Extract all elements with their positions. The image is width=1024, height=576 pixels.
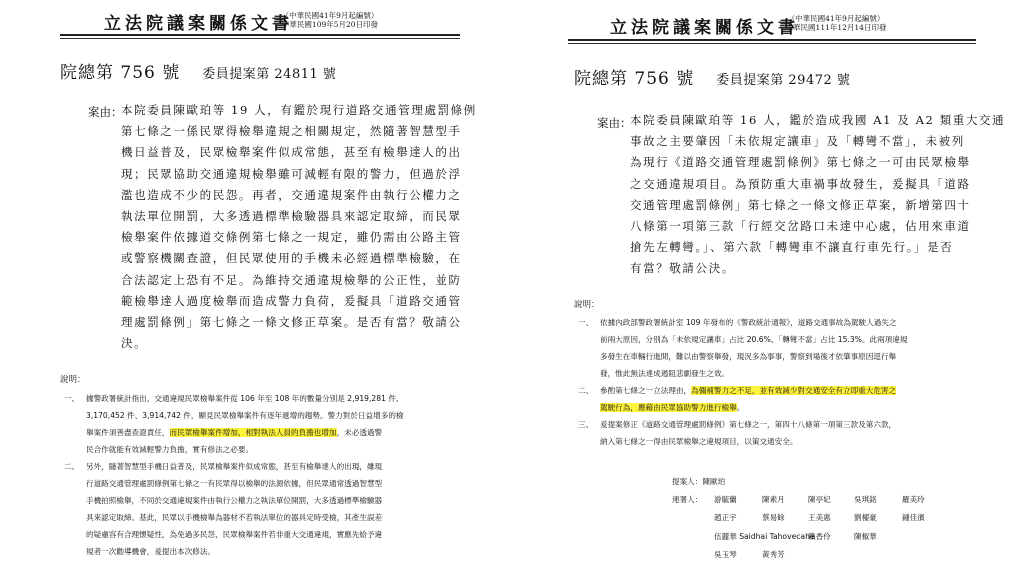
case-summary-line: 八條第一項第三款「行經交岔路口未達中心處，佔用來車道: [630, 219, 971, 234]
case-summary-line: 第七條之一係民眾得檢舉違規之相關規定，然隨著智慧型手: [121, 124, 462, 139]
explanation-item: [64, 390, 404, 458]
explanation-line: [600, 348, 907, 365]
case-summary-line: 合法認定上恐有不足。為維持交通違規檢舉的公正性，並防: [121, 272, 462, 287]
explanation-item: [578, 382, 907, 416]
cosigner-name: 伍麗華 Saidhai Tahovecahe: [714, 532, 815, 541]
explanation-list: [578, 314, 908, 450]
explanation-line: [86, 526, 404, 543]
explanation-item: [578, 314, 908, 382]
case-summary-line: 交通管理處罰條例」第七條之一條文修正草案，新增第四十: [630, 197, 971, 212]
general-number: 院總第 756 號: [60, 63, 181, 83]
highlighted-text: 為彌補警力之不足，並有效減少對交通安全有立即重大危害之: [691, 386, 897, 395]
document-header-title: 立法院議案關係文書: [610, 18, 799, 38]
explanation-text: 規者一次勸導機會，爰提出本次修法。: [86, 547, 216, 556]
cosigner-name: 羅美玲: [902, 495, 925, 504]
cosigner-name: 游毓蘭: [714, 495, 737, 504]
proposer-row: [672, 476, 725, 487]
cosigner-name: 劉櫂豪: [854, 513, 877, 522]
proposer-label: 提案人：: [672, 477, 703, 486]
explanation-text: 納入第七條之一得由民眾檢舉之違規項目，以策交通安全。: [600, 437, 798, 446]
document-header-title: 立法院議案關係文書: [104, 14, 293, 34]
explanation-item-number: 一、: [578, 318, 594, 327]
explanation-text: 行道路交通管理處罰條例第七條之一有民眾得以檢舉的法源依據，但民眾通常透過智慧型: [86, 479, 383, 488]
explanation-item-number: 三、: [578, 420, 594, 429]
cosigner-name: 陳素月: [762, 495, 785, 504]
explanation-label: 說明：: [60, 375, 86, 385]
cosigner-name: 趙正宇: [714, 513, 737, 522]
highlighted-text: 駕駛行為，應藉由民眾協助警力進行檢舉: [600, 403, 737, 412]
print-date: 中華民國109年5月20日印發: [281, 20, 379, 29]
highlighted-text: 而民眾檢舉案件增加，相對執法人員的負擔也增加: [169, 428, 337, 437]
explanation-text: 依據內政部警政署統計室 109 年發布的《警政統計通報》，道路交通事故為駕駛人過失之: [600, 318, 897, 327]
explanation-line: [86, 509, 404, 526]
explanation-line: [86, 407, 404, 424]
case-summary-line: 機日益普及，民眾檢舉案件似成常態，甚至有檢舉達人的出: [121, 145, 462, 160]
explanation-line: [600, 416, 907, 433]
case-label: 案由：: [88, 105, 123, 119]
explanation-line: [86, 441, 404, 458]
case-summary-line: 搶先左轉彎。」、第六款「轉彎車不讓直行車先行。」是否: [630, 240, 954, 255]
proposer-name: 陳歐珀: [702, 477, 726, 486]
numbering-note: （中華民國41年9月起編號）: [787, 14, 885, 23]
explanation-text: 前兩大原因，分別為「未依規定讓車」占比 20.6%、「轉彎不當」占比 15.3%。此兩項違規: [600, 335, 908, 344]
case-summary-line: 現；民眾協助交通違規檢舉雖可減輕有限的警力，但過於浮: [121, 166, 462, 181]
explanation-line: [600, 433, 907, 450]
case-summary-line: 執法單位開罰，大多透過標準檢驗器具來認定取締，而民眾: [121, 209, 462, 224]
cosigner-name: 陳椒華: [854, 532, 877, 541]
cosigner-name: 吳琪銘: [854, 495, 877, 504]
case-summary-line: 理處罰條例」第七條之一條文修正草案。是否有當？敬請公: [121, 315, 462, 330]
general-number: 院總第 756 號: [574, 69, 695, 89]
explanation-text: 發，惟此無法達成遏阻悲劇發生之效。: [600, 369, 730, 378]
proposal-number: 委員提案第 24811 號: [202, 67, 337, 82]
explanation-line: [600, 331, 907, 348]
explanation-text: 另外，隨著智慧型手機日益普及，民眾檢舉案件似成常態，甚至有檢舉達人的出現，雖現: [86, 462, 383, 471]
right-document-page: [530, 0, 1024, 576]
cosigner-name: 陳亭妃: [808, 495, 831, 504]
case-summary-line: 為現行《道路交通管理處罰條例》第七條之一可由民眾檢舉: [630, 155, 971, 170]
case-summary-line: 檢舉案件依據道交條例第七條之一規定，雖仍需由公路主管: [121, 230, 462, 245]
case-summary-line: 本院委員陳歐珀等 16 人，鑑於造成我國 A1 及 A2 類重大交通: [630, 113, 1006, 127]
cosigner-name: 賴香伶: [808, 532, 831, 541]
explanation-list: [64, 390, 404, 560]
explanation-line: [86, 390, 404, 407]
case-summary-line: 之交通違規項目。為預防重大車禍事故發生，爰擬具「道路: [630, 176, 971, 191]
document-header-meta: [784, 14, 888, 32]
explanation-line: [86, 492, 404, 509]
explanation-line: [86, 458, 404, 475]
explanation-text: 的疑慮容有合理懷疑性，為免過多民怨，民眾檢舉案件若非重大交通違規，實應先給予違: [86, 530, 383, 539]
cosigner-name: 黃秀芳: [762, 550, 785, 559]
cosigner-name: 蔡易餘: [762, 513, 785, 522]
explanation-text: 參酌第七條之一立法理由，: [600, 386, 692, 395]
case-summary-line: 濫也造成不少的民怨。再者，交通違規案件由執行公權力之: [121, 187, 462, 202]
header-rule-thin: [60, 38, 460, 39]
page-gutter: [506, 0, 530, 576]
explanation-line: [86, 543, 404, 560]
explanation-item: [578, 416, 907, 450]
explanation-line: [600, 382, 907, 399]
case-summary-line: 有當？敬請公決。: [630, 261, 735, 276]
explanation-text: 據警政署統計指出，交通違規民眾檢舉案件從 106 年至 108 年的數量分別是 2,919,281 件、: [86, 394, 404, 403]
explanation-text: 。: [736, 403, 745, 412]
case-label: 案由：: [597, 116, 632, 130]
left-document-page: [0, 0, 506, 576]
case-summary-line: 事故之主要肇因「未依規定讓車」及「轉彎不當」，未被列: [630, 134, 965, 149]
cosigner-name: 王美惠: [808, 513, 831, 522]
case-summary: [630, 110, 1005, 280]
case-summary-line: 本院委員陳歐珀等 19 人，有鑑於現行道路交通管理處罰條例: [121, 103, 477, 117]
case-summary-line: 或警察機關查證，但民眾使用的手機未必經過標準檢驗，在: [121, 251, 462, 266]
header-rule-thin: [568, 43, 976, 44]
explanation-line: [86, 475, 404, 492]
explanation-text: 具來認定取締。基此，民眾以手機檢舉為器材不若執法單位的器具定時受檢，其產生誤差: [86, 513, 383, 522]
explanation-item-number: 二、: [64, 462, 80, 471]
numbering-note: （中華民國41年9月起編號）: [281, 11, 379, 20]
explanation-line: [86, 424, 404, 441]
case-summary: [121, 100, 477, 354]
cosigner-name: 吳玉琴: [714, 550, 737, 559]
header-rule: [60, 34, 460, 36]
explanation-line: [600, 314, 907, 331]
explanation-text: 爰提案修正《道路交通管理處罰條例》第七條之一，第四十八條第一項第三款及第六款，: [600, 420, 897, 429]
cosigner-label: 連署人：: [672, 495, 703, 504]
explanation-item-number: 一、: [64, 394, 80, 403]
cosigner-name: 鍾佳濱: [902, 513, 925, 522]
print-date: 中華民國111年12月14日印發: [785, 23, 887, 32]
explanation-item-number: 二、: [578, 386, 594, 395]
case-summary-line: 範檢舉達人過度檢舉而造成警力負荷，爰擬具「道路交通管: [121, 293, 462, 308]
explanation-text: ，未必透過警: [336, 428, 383, 437]
proposal-number: 委員提案第 29472 號: [716, 73, 851, 88]
document-number: [574, 64, 850, 89]
header-rule: [568, 39, 976, 41]
explanation-text: 舉案件須善盡查證責任，: [86, 428, 170, 437]
explanation-line: [600, 365, 907, 382]
explanation-line: [600, 399, 907, 416]
explanation-item: [64, 458, 404, 560]
case-summary-line: 決。: [121, 336, 148, 351]
explanation-text: 3,170,452 件、3,914,742 件，顯見民眾檢舉案件有逐年遞增的趨勢。警力對於日益增多的檢: [86, 411, 404, 420]
explanation-text: 民合作就能有效減輕警力負擔，實有修法之必要。: [86, 445, 254, 454]
document-header-meta: [280, 11, 380, 29]
document-number: [60, 58, 336, 83]
explanation-text: 多發生在車輛行進間，難以由警察舉發，現況多為事事，警察到場後才依肇事原因逕行舉: [600, 352, 897, 361]
explanation-text: 手機拍照檢舉，不同於交通違規案件由執行公權力之執法單位開罰，大多透過標準檢驗器: [86, 496, 383, 505]
explanation-label: 說明：: [574, 300, 600, 310]
